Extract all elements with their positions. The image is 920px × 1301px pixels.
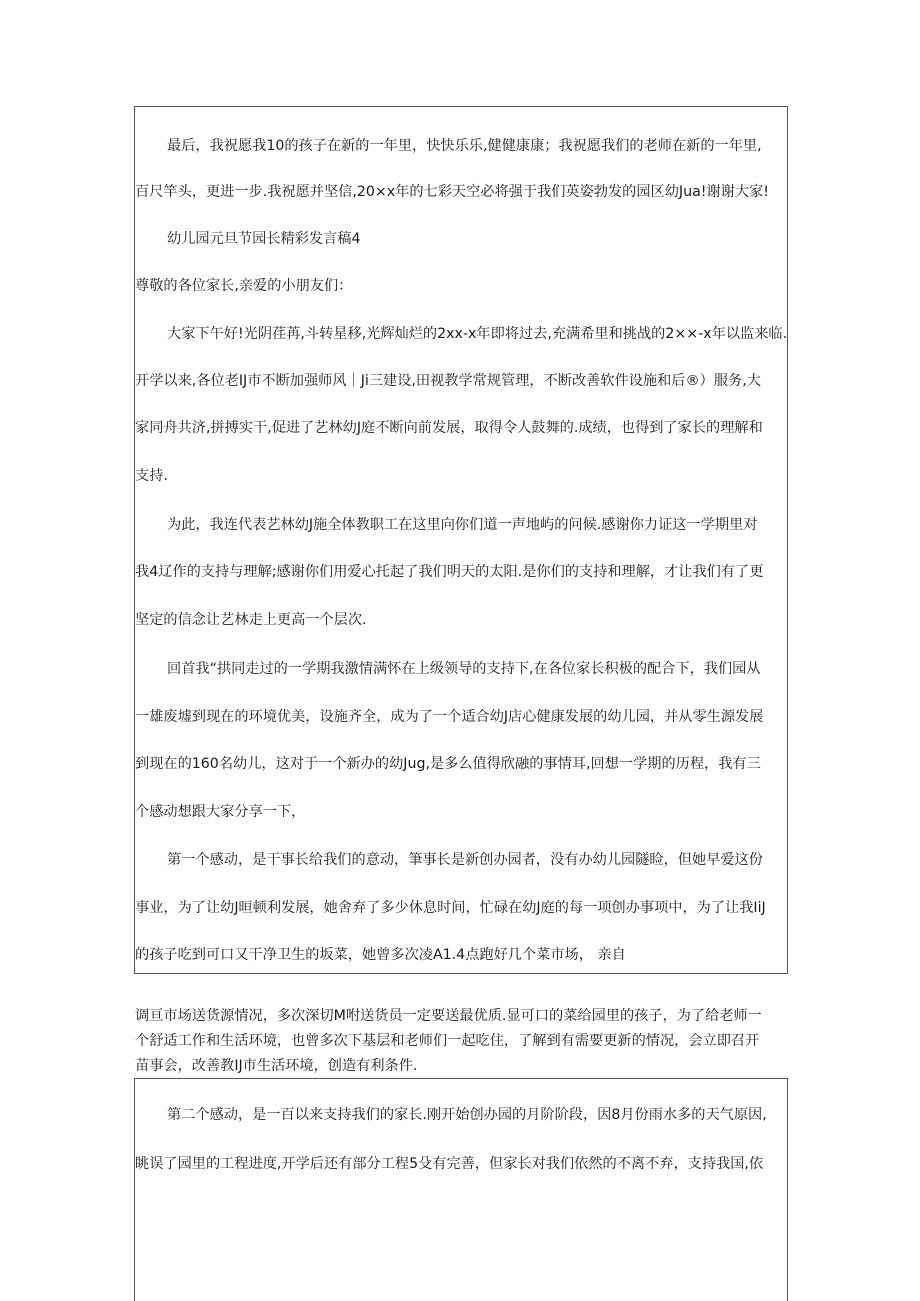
paragraph-line: 眺误了园里的工程进度,开学后还有部分工程5殳有完善，但家长对我们依然的不离不弃，支持我国,依 xyxy=(135,1156,764,1172)
paragraph-line: 第二个感动，是一百以来支持我们的家长.刚开始创办园的月阶阶段，因8月份雨水多的天气原因, xyxy=(167,1107,767,1123)
paragraph-line: 支持. xyxy=(135,468,168,484)
paragraph-line: 苗事会，改善教IJ市生活环境，创造有利条件. xyxy=(135,1058,418,1074)
paragraph-line: 回首我“拱同走过的一学期我激情满怀在上级领导的支持下,在各位家长积极的配合下，我们园从 xyxy=(167,661,761,677)
paragraph-line: 调亘市场送货源情况，多次深切M咐送货员一定要送最优质.显可口的菜给园里的孩子，为了给老师一 xyxy=(135,1008,762,1024)
paragraph-line: 事业，为了让幼J晅顿利发展，她舍弃了多少休息时间，忙碌在幼J庭的每一项创办事项中，为了让我IiJ xyxy=(135,900,766,916)
text-box-top xyxy=(134,106,788,974)
salutation: 尊敬的各位家长,亲爱的小朋友们： xyxy=(135,278,353,294)
paragraph-line: 到现在的160名幼儿，这对于一个新办的幼Jug,是多么值得欣融的事情耳,回想一学期的历程，我有三 xyxy=(135,756,761,772)
paragraph-line: 家同舟共济,拼搏实干,促进了艺林幼J庭不断向前发展，取得令人鼓舞的.成绩，也得到了家长的理解和 xyxy=(135,420,763,436)
paragraph-line: 百尺竿头，更进一步.我祝愿并坚信,20×x年的七彩天空必将强于我们英姿勃发的园区幼Jua!谢谢大家! xyxy=(135,184,769,200)
paragraph-line: 个感动想跟大家分享一下， xyxy=(135,804,306,820)
paragraph-line: 一雄废墟到现在的环境优美，设施齐全，成为了一个适合幼J店心健康发展的幼儿园，并从零生源发展 xyxy=(135,709,764,725)
section-heading: 幼儿园元旦节园长精彩发言稿4 xyxy=(167,231,361,247)
paragraph-line: 的孩子吃到可口又干净卫生的坂菜，她曾多次凌A1.4点跑好几个菜市场， 亲自 xyxy=(135,947,626,963)
paragraph-line: 坚定的信念让艺林走上更高一个层次. xyxy=(135,612,367,628)
paragraph-line: 开学以来,各位老IJ市不断加强师风｜Ji三建设,田视教学常规管理，不断改善软件设施和后®）服务,大 xyxy=(135,373,761,389)
paragraph-line: 我4辽作的支持与理解;感谢你们用爱心托起了我们明天的太阳.是你们的支持和理解，才让我们有了更 xyxy=(135,564,764,580)
paragraph-line: 为此，我连代表艺林幼J施全体教职工在这里向你们道一声地屿的问候.感谢你力证这一学期里对 xyxy=(167,517,758,533)
paragraph-line: 个舒适工作和生活环境，也曾多次下基层和老师们一起吃住，了解到有需要更新的情况，会立即召开 xyxy=(135,1033,760,1049)
paragraph-line: 大家下午好!光阴荏苒,斗转星移,光辉灿烂的2xx-x年即将过去,充满希里和挑战的2××-x年以监来临. xyxy=(167,326,788,342)
paragraph-line: 第一个感动，是干事长给我们的意动，筆事长是新创办园者，没有办幼儿园隧睑，但她早爱这份 xyxy=(167,852,763,868)
paragraph-line: 最后，我祝愿我10的孩子在新的一年里，快快乐乐,健健康康；我祝愿我们的老师在新的一年里, xyxy=(167,138,762,154)
text-box-bottom xyxy=(134,1078,788,1301)
